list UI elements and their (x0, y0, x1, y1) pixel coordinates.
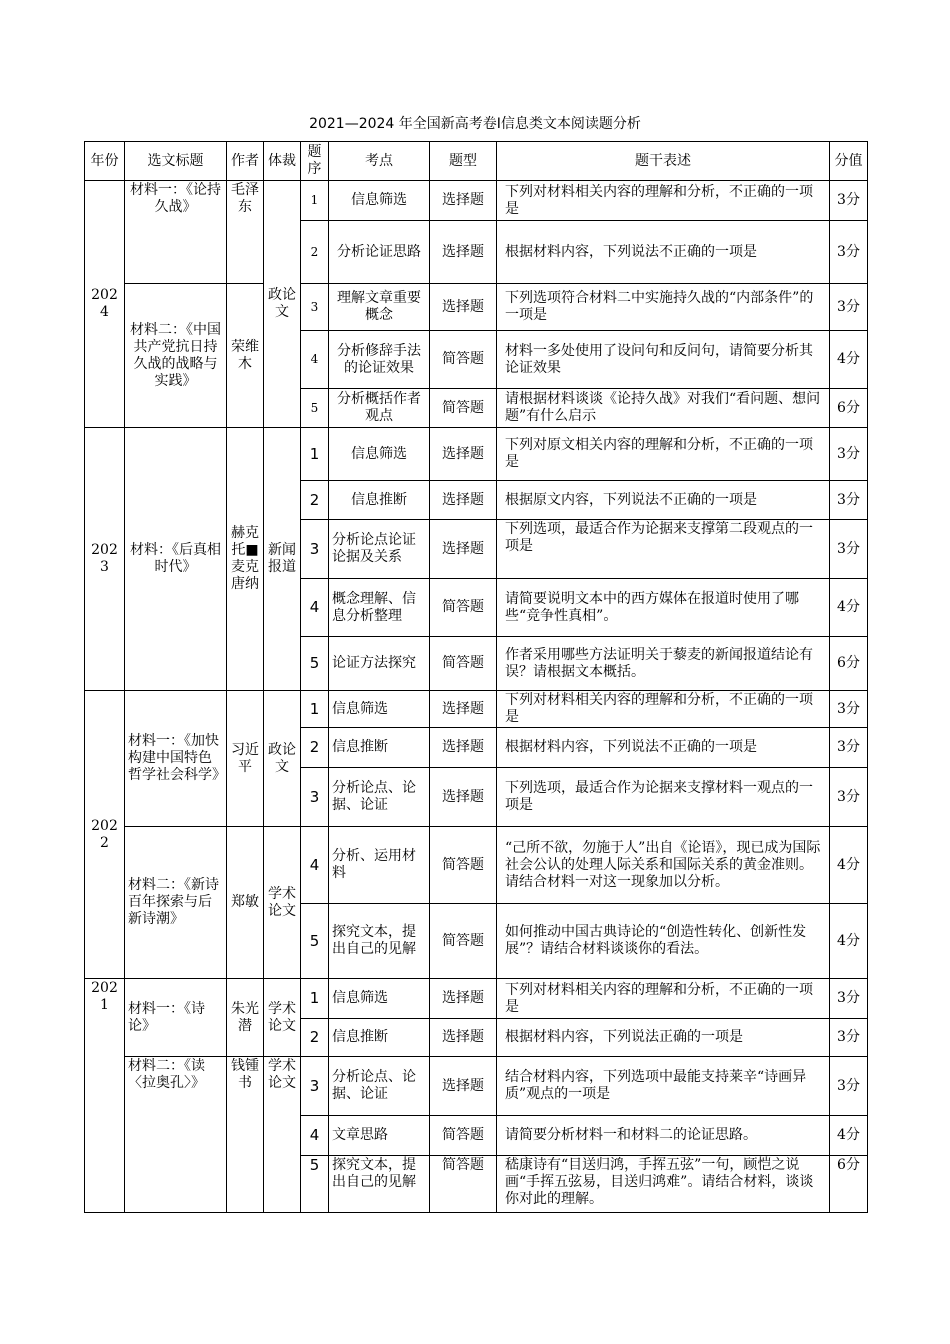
question-point: 文章思路 (329, 1116, 430, 1156)
material-title: 材料二：《新诗百年探索与后新诗潮》 (125, 827, 227, 979)
question-stem: 下列对原文相关内容的理解和分析，不正确的一项是 (497, 428, 830, 481)
question-type: 选择题 (430, 181, 497, 221)
question-number: 5 (301, 904, 329, 979)
question-type: 选择题 (430, 284, 497, 331)
question-point: 探究文本，提出自己的见解 (329, 1156, 430, 1213)
question-type: 选择题 (430, 1057, 497, 1116)
question-stem: 下列选项符合材料二中实施持久战的“内部条件”的一项是 (497, 284, 830, 331)
question-type: 简答题 (430, 1156, 497, 1213)
question-point: 信息推断 (329, 728, 430, 768)
question-number: 4 (301, 331, 329, 389)
question-number: 5 (301, 389, 329, 428)
author-cell: 毛泽东 (227, 181, 264, 284)
question-point: 分析论证思路 (329, 221, 430, 284)
question-score: 4分 (830, 1116, 868, 1156)
question-score: 4分 (830, 579, 868, 637)
question-number: 5 (301, 637, 329, 691)
header-row (85, 142, 868, 181)
question-stem: 下列选项，最适合作为论据来支撑第二段观点的一项是 (497, 520, 830, 579)
question-score: 3分 (830, 1019, 868, 1057)
question-number: 2 (301, 1019, 329, 1057)
header-score: 分值 (830, 142, 868, 181)
question-number: 3 (301, 284, 329, 331)
question-score: 6分 (830, 637, 868, 691)
question-score: 3分 (830, 428, 868, 481)
year-cell: 2024 (85, 181, 125, 428)
question-stem: 下列对材料相关内容的理解和分析，不正确的一项是 (497, 979, 830, 1019)
question-stem: 下列选项，最适合作为论据来支撑材料一观点的一项是 (497, 768, 830, 827)
question-stem: 作者采用哪些方法证明关于藜麦的新闻报道结论有误？请根据文本概括。 (497, 637, 830, 691)
question-point: 论证方法探究 (329, 637, 430, 691)
question-point: 概念理解、信息分析整理 (329, 579, 430, 637)
page-title: 2021—2024 年全国新高考卷Ⅰ信息类文本阅读题分析 (309, 116, 641, 132)
material-title: 材料二：《读〈拉奥孔〉》 (125, 1057, 227, 1213)
question-stem: 结合材料内容，下列选项中最能支持莱辛“诗画异质”观点的一项是 (497, 1057, 830, 1116)
question-score: 4分 (830, 904, 868, 979)
question-type: 选择题 (430, 979, 497, 1019)
table-row (85, 691, 868, 728)
genre-cell: 新闻报道 (264, 428, 301, 691)
table-row (85, 428, 868, 481)
question-point: 分析修辞手法的论证效果 (329, 331, 430, 389)
material-title: 材料：《后真相时代》 (125, 428, 227, 691)
table-row (85, 284, 868, 331)
year-cell: 2022 (85, 691, 125, 979)
genre-cell: 学术论文 (264, 827, 301, 979)
question-number: 2 (301, 481, 329, 520)
question-number: 1 (301, 428, 329, 481)
question-type: 选择题 (430, 768, 497, 827)
question-point: 分析概括作者观点 (329, 389, 430, 428)
year-cell: 2023 (85, 428, 125, 691)
question-type: 简答题 (430, 904, 497, 979)
question-stem: 根据材料内容，下列说法不正确的一项是 (497, 728, 830, 768)
question-score: 6分 (830, 389, 868, 428)
question-number: 1 (301, 181, 329, 221)
genre-cell: 政论文 (264, 691, 301, 827)
table-row (85, 827, 868, 904)
question-type: 选择题 (430, 428, 497, 481)
material-title: 材料一：《诗论》 (125, 979, 227, 1057)
question-stem: 材料一多处使用了设问句和反问句，请简要分析其论证效果 (497, 331, 830, 389)
analysis-table (84, 141, 868, 1213)
question-type: 简答题 (430, 1116, 497, 1156)
question-score: 3分 (830, 728, 868, 768)
question-number: 2 (301, 728, 329, 768)
genre-cell: 政论文 (264, 181, 301, 428)
author-cell: 朱光潜 (227, 979, 264, 1057)
question-stem: 根据材料内容，下列说法正确的一项是 (497, 1019, 830, 1057)
question-number: 4 (301, 827, 329, 904)
question-point: 分析论点、论据、论证 (329, 768, 430, 827)
genre-cell: 学术论文 (264, 1057, 301, 1213)
author-cell: 习近平 (227, 691, 264, 827)
header-author: 作者 (227, 142, 264, 181)
question-type: 选择题 (430, 1019, 497, 1057)
material-title: 材料一：《论持久战》 (125, 181, 227, 284)
question-stem: “己所不欲，勿施于人”出自《论语》，现已成为国际社会公认的处理人际关系和国际关系的黄金准则。请结合材料一对这一现象加以分析。 (497, 827, 830, 904)
question-score: 3分 (830, 520, 868, 579)
question-number: 1 (301, 691, 329, 728)
question-point: 分析论点论证论据及关系 (329, 520, 430, 579)
question-type: 简答题 (430, 579, 497, 637)
author-cell: 钱锺书 (227, 1057, 264, 1213)
question-stem: 下列对材料相关内容的理解和分析，不正确的一项是 (497, 691, 830, 728)
question-score: 3分 (830, 768, 868, 827)
header-genre: 体裁 (264, 142, 301, 181)
question-point: 探究文本，提出自己的见解 (329, 904, 430, 979)
material-title: 材料二：《中国共产党抗日持久战的战略与实践》 (125, 284, 227, 428)
table-row (85, 181, 868, 221)
question-point: 信息筛选 (329, 428, 430, 481)
question-score: 3分 (830, 691, 868, 728)
question-type: 选择题 (430, 221, 497, 284)
question-score: 6分 (830, 1156, 868, 1213)
question-point: 理解文章重要概念 (329, 284, 430, 331)
question-point: 信息筛选 (329, 181, 430, 221)
question-score: 3分 (830, 181, 868, 221)
question-type: 选择题 (430, 481, 497, 520)
question-number: 2 (301, 221, 329, 284)
header-qtype: 题型 (430, 142, 497, 181)
question-stem: 请简要说明文本中的西方媒体在报道时使用了哪些“竞争性真相”。 (497, 579, 830, 637)
question-score: 3分 (830, 284, 868, 331)
question-number: 4 (301, 1116, 329, 1156)
question-type: 选择题 (430, 728, 497, 768)
question-score: 3分 (830, 481, 868, 520)
question-type: 简答题 (430, 389, 497, 428)
question-score: 3分 (830, 1057, 868, 1116)
question-score: 4分 (830, 827, 868, 904)
question-number: 3 (301, 520, 329, 579)
year-cell: 2021 (85, 979, 125, 1213)
question-number: 4 (301, 579, 329, 637)
question-type: 简答题 (430, 827, 497, 904)
table-row (85, 1057, 868, 1116)
question-type: 简答题 (430, 637, 497, 691)
question-point: 信息筛选 (329, 979, 430, 1019)
header-point: 考点 (329, 142, 430, 181)
question-stem: 请根据材料谈谈《论持久战》对我们“看问题、想问题”有什么启示 (497, 389, 830, 428)
question-stem: 如何推动中国古典诗论的“创造性转化、创新性发展”？请结合材料谈谈你的看法。 (497, 904, 830, 979)
header-text-title: 选文标题 (125, 142, 227, 181)
question-stem: 下列对材料相关内容的理解和分析，不正确的一项是 (497, 181, 830, 221)
table-row (85, 979, 868, 1019)
question-stem: 根据材料内容，下列说法不正确的一项是 (497, 221, 830, 284)
question-number: 3 (301, 768, 329, 827)
question-type: 简答题 (430, 331, 497, 389)
question-number: 5 (301, 1156, 329, 1213)
question-type: 选择题 (430, 691, 497, 728)
material-title: 材料一：《加快构建中国特色哲学社会科学》 (125, 691, 227, 827)
question-number: 3 (301, 1057, 329, 1116)
question-score: 3分 (830, 979, 868, 1019)
author-cell: 荣维木 (227, 284, 264, 428)
question-score: 4分 (830, 331, 868, 389)
author-cell: 郑敏 (227, 827, 264, 979)
question-point: 信息推断 (329, 481, 430, 520)
question-point: 分析、运用材料 (329, 827, 430, 904)
genre-cell: 学术论文 (264, 979, 301, 1057)
author-cell: 赫克托■麦克唐纳 (227, 428, 264, 691)
header-stem: 题干表述 (497, 142, 830, 181)
question-number: 1 (301, 979, 329, 1019)
question-stem: 嵇康诗有“目送归鸿，手挥五弦”一句，顾恺之说画“手挥五弦易，目送归鸿难”。请结合材料，谈谈你对此的理解。 (497, 1156, 830, 1213)
question-score: 3分 (830, 221, 868, 284)
question-stem: 根据原文内容，下列说法不正确的一项是 (497, 481, 830, 520)
question-type: 选择题 (430, 520, 497, 579)
header-order: 题序 (301, 142, 329, 181)
question-point: 信息推断 (329, 1019, 430, 1057)
header-year: 年份 (85, 142, 125, 181)
question-point: 信息筛选 (329, 691, 430, 728)
question-point: 分析论点、论据、论证 (329, 1057, 430, 1116)
question-stem: 请简要分析材料一和材料二的论证思路。 (497, 1116, 830, 1156)
